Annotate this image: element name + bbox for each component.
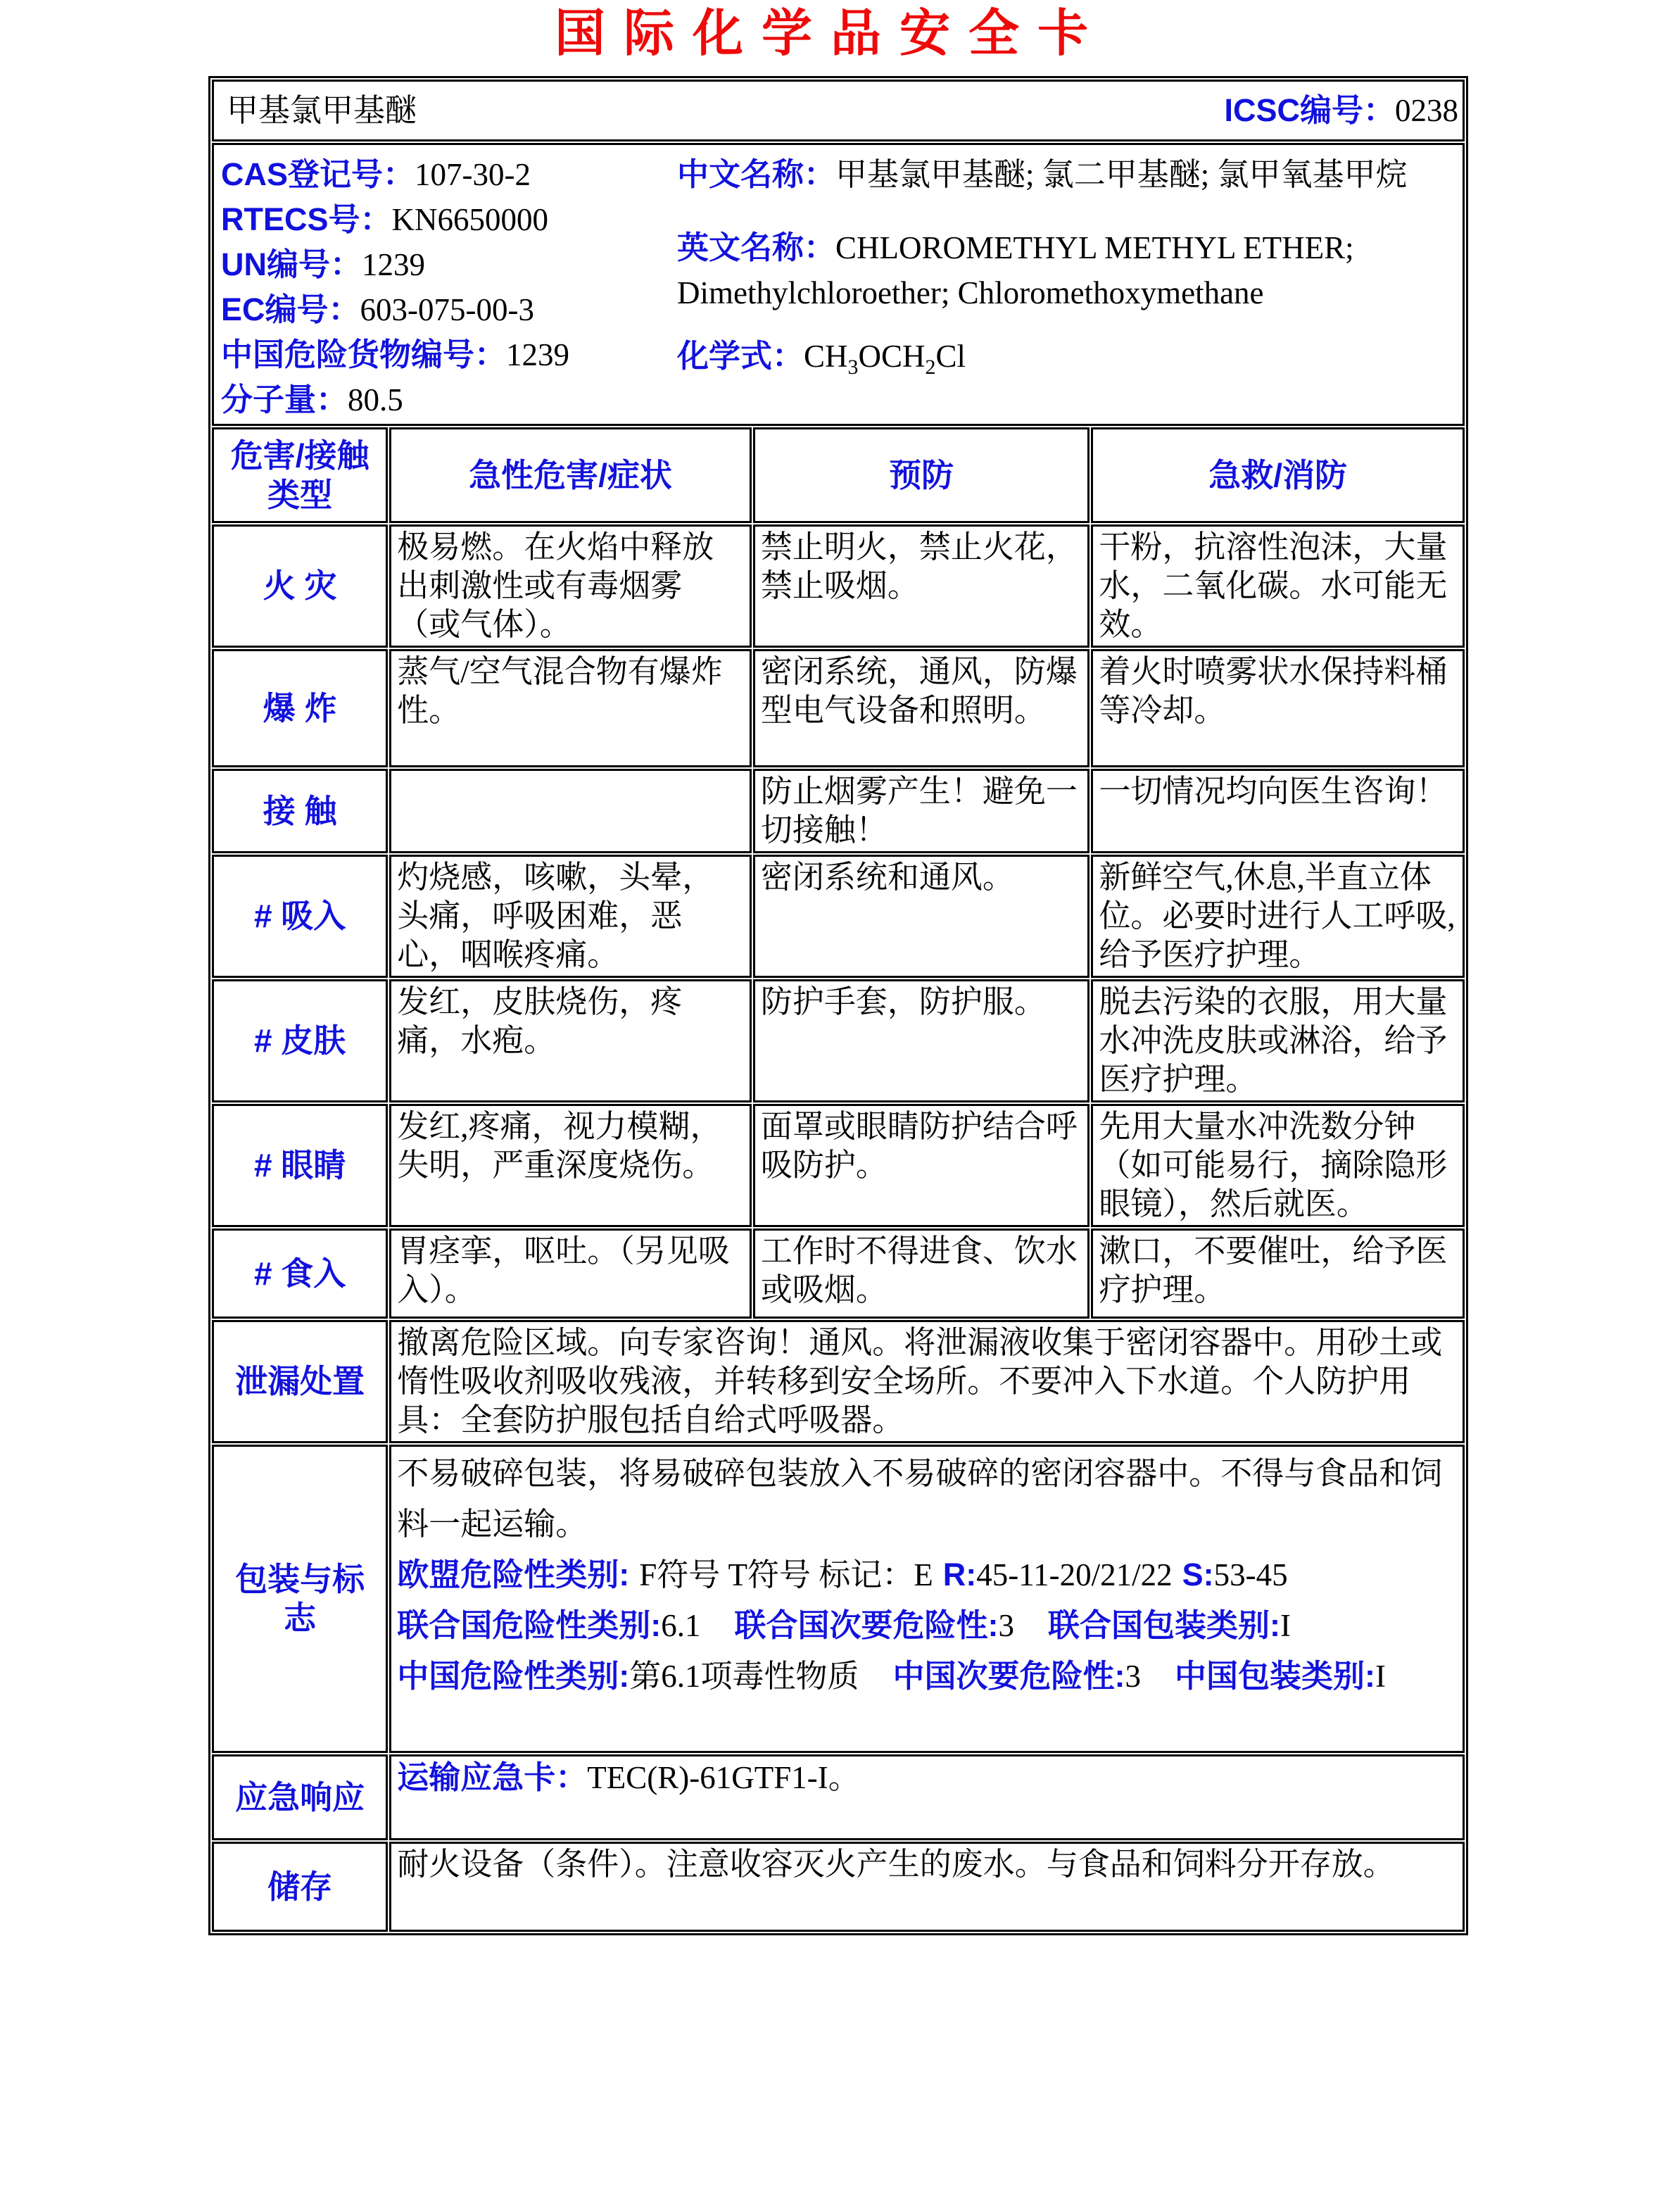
cn-subsidiary-risk-value: 3 bbox=[1125, 1659, 1142, 1694]
english-name-value: CHLOROMETHYL METHYL ETHER; Dimethylchloroether; Chloromethoxymethane bbox=[677, 230, 1354, 310]
prevention-cell: 工作时不得进食、饮水或吸烟。 bbox=[753, 1228, 1090, 1319]
un-hazard-class-value: 6.1 bbox=[661, 1608, 701, 1643]
prevention-cell: 密闭系统和通风。 bbox=[753, 855, 1090, 978]
cn-packing-group-label: 中国包装类别: bbox=[1175, 1658, 1376, 1694]
eu-hazard-class-label: 欧盟危险性类别: bbox=[397, 1557, 630, 1592]
un-hazard-class-line bbox=[397, 1600, 1457, 1651]
header-acute-symptoms: 急性危害/症状 bbox=[389, 427, 752, 523]
first-aid-cell: 漱口，不要催吐，给予医疗护理。 bbox=[1091, 1228, 1465, 1319]
storage-text: 耐火设备（条件）。注意收容灭火产生的废水。与食品和饲料分开存放。 bbox=[389, 1842, 1465, 1932]
symptoms-cell: 灼烧感，咳嗽，头晕，头痛，呼吸困难，恶心，咽喉疼痛。 bbox=[389, 855, 752, 978]
un-subsidiary-risk-label: 联合国次要危险性: bbox=[734, 1607, 999, 1643]
cas-number-line bbox=[221, 152, 677, 197]
cn-subsidiary-risk-label: 中国次要危险性: bbox=[892, 1658, 1125, 1694]
names-block bbox=[677, 152, 1457, 379]
safety-card-table bbox=[208, 76, 1468, 1935]
eu-hazard-class-symbols: F符号 T符号 标记：E bbox=[639, 1557, 933, 1592]
hazard-label: # 吸入 bbox=[212, 855, 388, 978]
english-name-block bbox=[677, 225, 1457, 315]
ec-number-label: EC编号： bbox=[221, 291, 360, 327]
hazard-label: 爆 炸 bbox=[212, 649, 388, 767]
cn-hazard-class-line bbox=[397, 1651, 1457, 1702]
prevention-cell: 防护手套，防护服。 bbox=[753, 979, 1090, 1102]
china-dg-number-line bbox=[221, 332, 677, 377]
prevention-cell: 密闭系统，通风，防爆型电气设备和照明。 bbox=[753, 649, 1090, 767]
page-title: 国际化学品安全卡 bbox=[554, 6, 1106, 62]
registry-numbers-block bbox=[221, 152, 677, 422]
transport-emergency-card-label: 运输应急卡： bbox=[397, 1759, 588, 1795]
hazard-row-eyes bbox=[212, 1104, 1465, 1227]
packaging-labelling-row bbox=[212, 1445, 1465, 1753]
un-number-line bbox=[221, 242, 677, 287]
china-dg-number-value: 1239 bbox=[506, 337, 570, 372]
name-row bbox=[212, 80, 1465, 142]
packaging-content bbox=[389, 1445, 1465, 1753]
header-first-aid-fire: 急救/消防 bbox=[1091, 427, 1465, 523]
chemical-name: 甲基氯甲基醚 bbox=[227, 92, 417, 128]
packaging-label: 包装与标志 bbox=[212, 1445, 388, 1753]
molecular-weight-line bbox=[221, 377, 677, 422]
eu-hazard-class-line bbox=[397, 1550, 1457, 1600]
prevention-cell: 禁止明火，禁止火花，禁止吸烟。 bbox=[753, 524, 1090, 648]
cn-hazard-class-label: 中国危险性类别: bbox=[397, 1658, 630, 1694]
ec-number-line bbox=[221, 287, 677, 332]
chemical-formula: $CH_3OCH_2Cl$ bbox=[804, 339, 966, 379]
identification-row bbox=[212, 143, 1465, 426]
symptoms-cell: 胃痉挛，呕吐。（另见吸入）。 bbox=[389, 1228, 752, 1319]
symptoms-cell: 极易燃。在火焰中释放出刺激性或有毒烟雾（或气体）。 bbox=[389, 524, 752, 648]
prevention-cell: 防止烟雾产生！避免一切接触！ bbox=[753, 769, 1090, 853]
storage-label: 储存 bbox=[212, 1842, 388, 1932]
storage-row bbox=[212, 1842, 1465, 1932]
emergency-response-content bbox=[389, 1754, 1465, 1840]
eu-r-phrases-value: 45-11-20/21/22 bbox=[976, 1557, 1173, 1592]
header-hazard-type: 危害/接触 类型 bbox=[212, 427, 388, 523]
icsc-document-page bbox=[0, 1, 1661, 2212]
chinese-name-value: 甲基氯甲基醚; 氯二甲基醚; 氯甲氧基甲烷 bbox=[835, 157, 1408, 192]
un-hazard-class-label: 联合国危险性类别: bbox=[397, 1607, 662, 1643]
eu-s-phrases-value: 53-45 bbox=[1213, 1557, 1288, 1592]
prevention-cell: 面罩或眼睛防护结合呼吸防护。 bbox=[753, 1104, 1090, 1227]
transport-emergency-card-value: TEC(R)-61GTF1-I。 bbox=[587, 1760, 860, 1795]
hazard-label: # 眼睛 bbox=[212, 1104, 388, 1227]
icsc-number-group bbox=[1224, 91, 1458, 130]
symptoms-cell: 发红，皮肤烧伤，疼痛，水疱。 bbox=[389, 979, 752, 1102]
spill-disposal-row bbox=[212, 1320, 1465, 1443]
header-prevention: 预防 bbox=[753, 427, 1090, 523]
ec-number-value: 603-075-00-3 bbox=[360, 292, 534, 327]
symptoms-cell bbox=[389, 769, 752, 853]
chemical-formula-label: 化学式： bbox=[677, 338, 804, 374]
first-aid-cell: 一切情况均向医生咨询！ bbox=[1091, 769, 1465, 853]
cas-number-value: 107-30-2 bbox=[415, 157, 531, 192]
chinese-name-label: 中文名称： bbox=[677, 156, 836, 192]
identification-cell bbox=[212, 143, 1465, 426]
english-name-label: 英文名称： bbox=[677, 230, 836, 265]
molecular-weight-label: 分子量： bbox=[221, 382, 348, 417]
hazard-label: 接 触 bbox=[212, 769, 388, 853]
icsc-number-label: ICSC编号： bbox=[1224, 92, 1395, 128]
first-aid-cell: 脱去污染的衣服，用大量水冲洗皮肤或淋浴，给予医疗护理。 bbox=[1091, 979, 1465, 1102]
eu-r-phrases-label: R: bbox=[942, 1557, 977, 1592]
china-dg-number-label: 中国危险货物编号： bbox=[221, 337, 507, 372]
cas-number-label: CAS登记号： bbox=[221, 156, 415, 192]
rtecs-number-value: KN6650000 bbox=[391, 202, 549, 237]
emergency-response-row bbox=[212, 1754, 1465, 1840]
hazard-label: 火 灾 bbox=[212, 524, 388, 648]
hazard-row-explosion bbox=[212, 649, 1465, 767]
chinese-name-block bbox=[677, 152, 1457, 197]
hazard-header-row bbox=[212, 427, 1465, 523]
molecular-weight-value: 80.5 bbox=[348, 382, 403, 417]
formula-block bbox=[677, 334, 1457, 379]
emergency-response-label: 应急响应 bbox=[212, 1754, 388, 1840]
un-packing-group-label: 联合国包装类别: bbox=[1048, 1607, 1281, 1643]
icsc-number-value: 0238 bbox=[1395, 93, 1458, 128]
un-number-label: UN编号： bbox=[221, 246, 362, 282]
packaging-intro: 不易破碎包装，将易破碎包装放入不易破碎的密闭容器中。不得与食品和饲料一起运输。 bbox=[397, 1456, 1443, 1542]
eu-s-phrases-label: S: bbox=[1182, 1557, 1214, 1592]
hazard-row-exposure bbox=[212, 769, 1465, 853]
un-packing-group-value: I bbox=[1280, 1608, 1291, 1643]
first-aid-cell: 着火时喷雾状水保持料桶等冷却。 bbox=[1091, 649, 1465, 767]
first-aid-cell: 先用大量水冲洗数分钟（如可能易行，摘除隐形眼镜），然后就医。 bbox=[1091, 1104, 1465, 1227]
cn-hazard-class-value: 第6.1项毒性物质 bbox=[629, 1659, 859, 1694]
symptoms-cell: 蒸气/空气混合物有爆炸性。 bbox=[389, 649, 752, 767]
hazard-row-fire bbox=[212, 524, 1465, 648]
name-row-cell bbox=[212, 80, 1465, 142]
un-subsidiary-risk-value: 3 bbox=[998, 1608, 1015, 1643]
cn-packing-group-value: I bbox=[1375, 1659, 1387, 1694]
hazard-row-ingestion bbox=[212, 1228, 1465, 1319]
rtecs-number-line bbox=[221, 197, 677, 242]
hazard-label: # 食入 bbox=[212, 1228, 388, 1319]
first-aid-cell: 干粉，抗溶性泡沫，大量水，二氧化碳。水可能无效。 bbox=[1091, 524, 1465, 648]
spill-disposal-text: 撤离危险区域。向专家咨询！通风。将泄漏液收集于密闭容器中。用砂土或惰性吸收剂吸收残液，并转移到安全场所。不要冲入下水道。个人防护用具：全套防护服包括自给式呼吸器。 bbox=[389, 1320, 1465, 1443]
symptoms-cell: 发红,疼痛，视力模糊，失明，严重深度烧伤。 bbox=[389, 1104, 752, 1227]
first-aid-cell: 新鲜空气,休息,半直立体位。必要时进行人工呼吸,给予医疗护理。 bbox=[1091, 855, 1465, 978]
hazard-row-skin bbox=[212, 979, 1465, 1102]
hazard-label: # 皮肤 bbox=[212, 979, 388, 1102]
hazard-row-inhalation bbox=[212, 855, 1465, 978]
un-number-value: 1239 bbox=[362, 247, 425, 282]
rtecs-number-label: RTECS号： bbox=[221, 201, 392, 237]
spill-disposal-label: 泄漏处置 bbox=[212, 1320, 388, 1443]
